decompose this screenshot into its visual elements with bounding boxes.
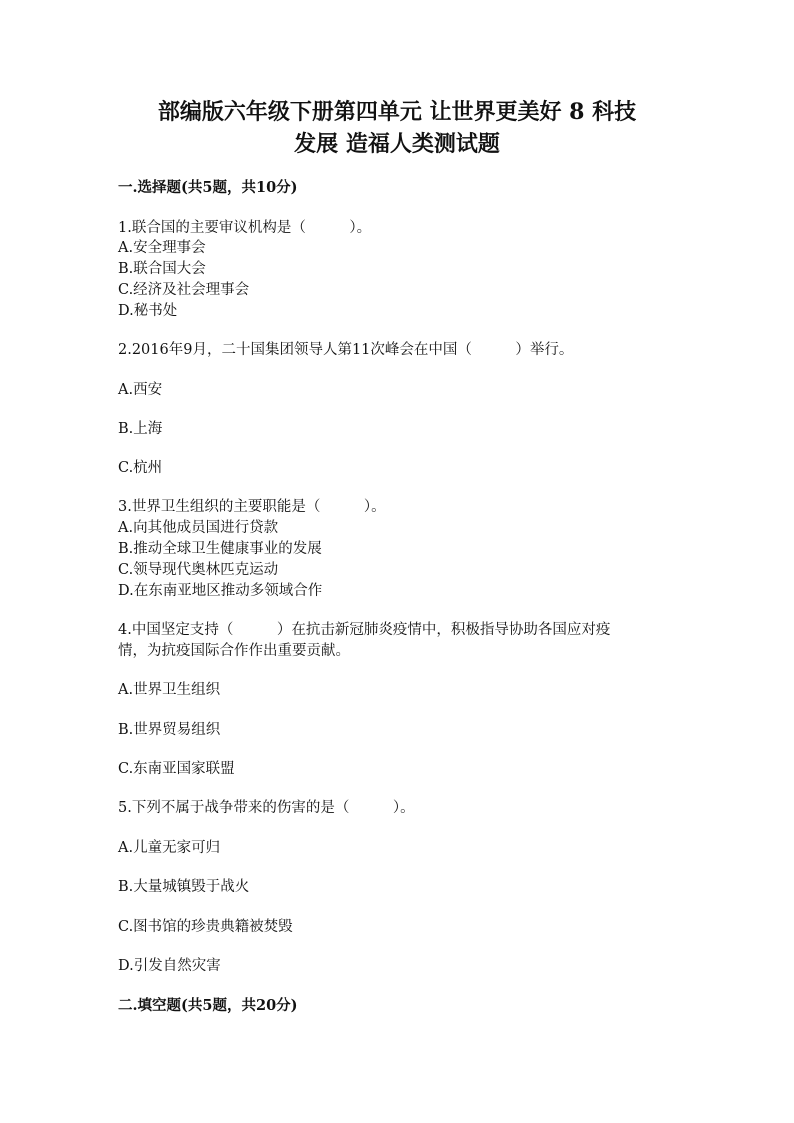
question-4-stem-line-2: 情，为抗疫国际合作作出重要贡献。 bbox=[118, 643, 350, 659]
question-4-option-a: A.世界卫生组织 bbox=[118, 682, 221, 698]
section-header-choice: 一.选择题(共5题，共10分) bbox=[118, 179, 298, 196]
question-1-option-b: B.联合国大会 bbox=[118, 261, 206, 277]
question-1-option-d: D.秘书处 bbox=[118, 303, 178, 319]
question-5-option-d: D.引发自然灾害 bbox=[118, 958, 221, 974]
question-1-option-c: C.经济及社会理事会 bbox=[118, 282, 250, 298]
section-header-fill-blank: 二.填空题(共5题，共20分) bbox=[118, 997, 298, 1014]
question-4-option-b: B.世界贸易组织 bbox=[118, 722, 221, 738]
question-3-option-b: B.推动全球卫生健康事业的发展 bbox=[118, 541, 322, 557]
question-2-stem: 2.2016年9月，二十国集团领导人第11次峰会在中国（ ）举行。 bbox=[118, 342, 574, 358]
question-4-option-c: C.东南亚国家联盟 bbox=[118, 761, 235, 777]
question-2-option-a: A.西安 bbox=[118, 382, 163, 398]
question-1-stem: 1.联合国的主要审议机构是（ ）。 bbox=[118, 220, 372, 236]
question-2-option-c: C.杭州 bbox=[118, 460, 163, 476]
question-3-option-c: C.领导现代奥林匹克运动 bbox=[118, 562, 279, 578]
question-5-stem: 5.下列不属于战争带来的伤害的是（ ）。 bbox=[118, 800, 415, 816]
question-5-option-a: A.儿童无家可归 bbox=[118, 840, 221, 856]
document-title-line-2: 发展 造福人类测试题 bbox=[294, 131, 500, 157]
question-3-option-a: A.向其他成员国进行贷款 bbox=[118, 520, 279, 536]
question-3-stem: 3.世界卫生组织的主要职能是（ ）。 bbox=[118, 499, 386, 515]
question-4-stem-line-1: 4.中国坚定支持（ ）在抗击新冠肺炎疫情中，积极指导协助各国应对疫 bbox=[118, 622, 611, 638]
question-2-option-b: B.上海 bbox=[118, 421, 163, 437]
question-5-option-c: C.图书馆的珍贵典籍被焚毁 bbox=[118, 919, 293, 935]
question-1-option-a: A.安全理事会 bbox=[118, 240, 206, 256]
document-title-line-1: 部编版六年级下册第四单元 让世界更美好 8 科技 bbox=[157, 99, 637, 125]
question-3-option-d: D.在东南亚地区推动多领域合作 bbox=[118, 583, 323, 599]
question-5-option-b: B.大量城镇毁于战火 bbox=[118, 879, 250, 895]
